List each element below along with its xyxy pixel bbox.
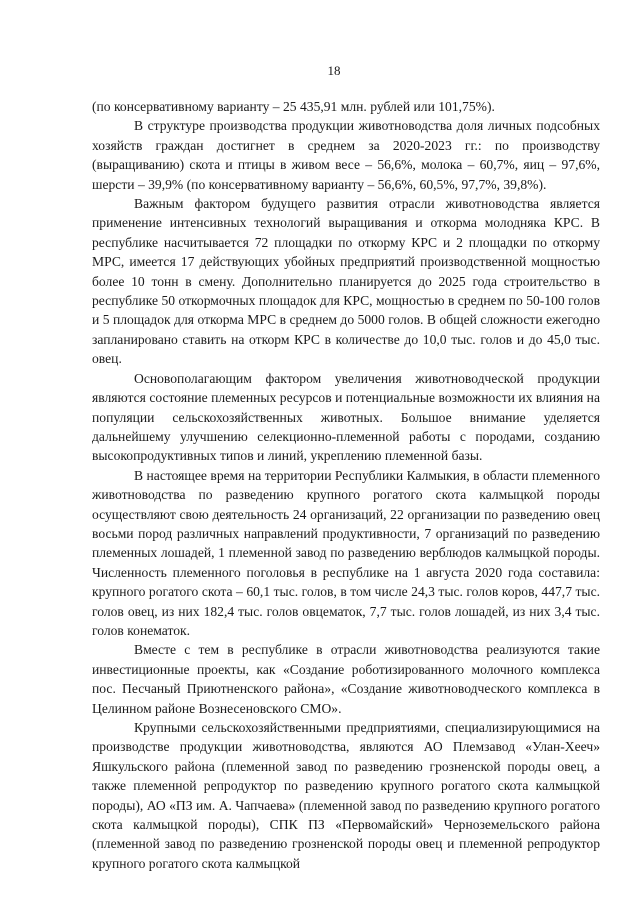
page-number: 18 (327, 63, 341, 78)
paragraph-3: Важным фактором будущего развития отрасли животноводства является применение интенсивных технологий выращивания и откорма молодняка КРС. В республике насчитывается 72 площадки по откорму КРС и 2 площадки по откорму МРС, имеется 17 действующих убойных предприятий производственной мощностью более 10 тонн в смену. Дополнительно планируется до 2025 года строительство в республике 50 откормочных площадок для КРС, мощностью в среднем по 50-100 голов и 5 площадок для откорма МРС в среднем до 5000 голов. В общей сложности ежегодно запланировано ставить на откорм КРС в количестве до 10,0 тыс. голов и до 45,0 тыс. овец. (92, 196, 600, 367)
paragraph-7: Крупными сельскохозяйственными предприятиями, специализирующимися на производстве продукции животноводства, являются АО Племзавод «Улан-Хееч» Яшкульского района (племенной завод по разведению грозненской породы овец, а также племенной репродуктор по разведению крупного рогатого скота калмыцкой породы), АО «ПЗ им. А. Чапчаева» (племенной завод по разведению крупного рогатого скота калмыцкой породы), СПК ПЗ «Первомайский» Черноземельского района (племенной завод по разведению грозненской породы овец и племенной репродуктор крупного рогатого скота калмыцкой (92, 720, 600, 871)
paragraph-2: В структуре производства продукции животноводства доля личных подсобных хозяйств граждан достигнет в среднем за 2020-2023 гг.: по производству (выращиванию) скота и птицы в живом весе – 56,6%, молока – 60,7%, яиц – 97,6%, шерсти – 39,9% (по консервативному варианту – 56,6%, 60,5%, 97,7%, 39,8%). (92, 118, 600, 192)
paragraph-4: Основополагающим фактором увеличения животноводческой продукции являются состояние племенных ресурсов и потенциальные возможности их влияния на популяции сельскохозяйственных животных. Большое внимание уделяется дальнейшему улучшению селекционно-племенной работы с породами, созданию высокопродуктивных типов и линий, укреплению племенной базы. (92, 370, 600, 464)
paragraph-6: Вместе с тем в республике в отрасли животноводства реализуются такие инвестиционные проекты, как «Создание роботизированного молочного комплекса пос. Песчаный Приютненского района», «Создание животноводческого комплекса в Целинном районе Вознесеновского СМО». (92, 642, 600, 716)
paragraph-1: (по консервативному варианту – 25 435,91 млн. рублей или 101,75%). (92, 99, 495, 114)
paragraph-5: В настоящее время на территории Республики Калмыкия, в области племенного животноводства по разведению крупного рогатого скота калмыцкой породы осуществляют свою деятельность 24 организаций, 22 организации по разведению овец восьми пород различных направлений продуктивности, 7 организаций по разведению племенных лошадей, 1 племенной завод по разведению верблюдов калмыцкой породы. Численность племенного поголовья в республике на 1 августа 2020 года составила: крупного рогатого скота – 60,1 тыс. голов, в том числе 24,3 тыс. голов коров, 447,7 тыс. голов овец, из них 182,4 тыс. голов овцематок, 7,7 тыс. голов лошадей, из них 3,4 тыс. голов конематок. (92, 467, 600, 638)
